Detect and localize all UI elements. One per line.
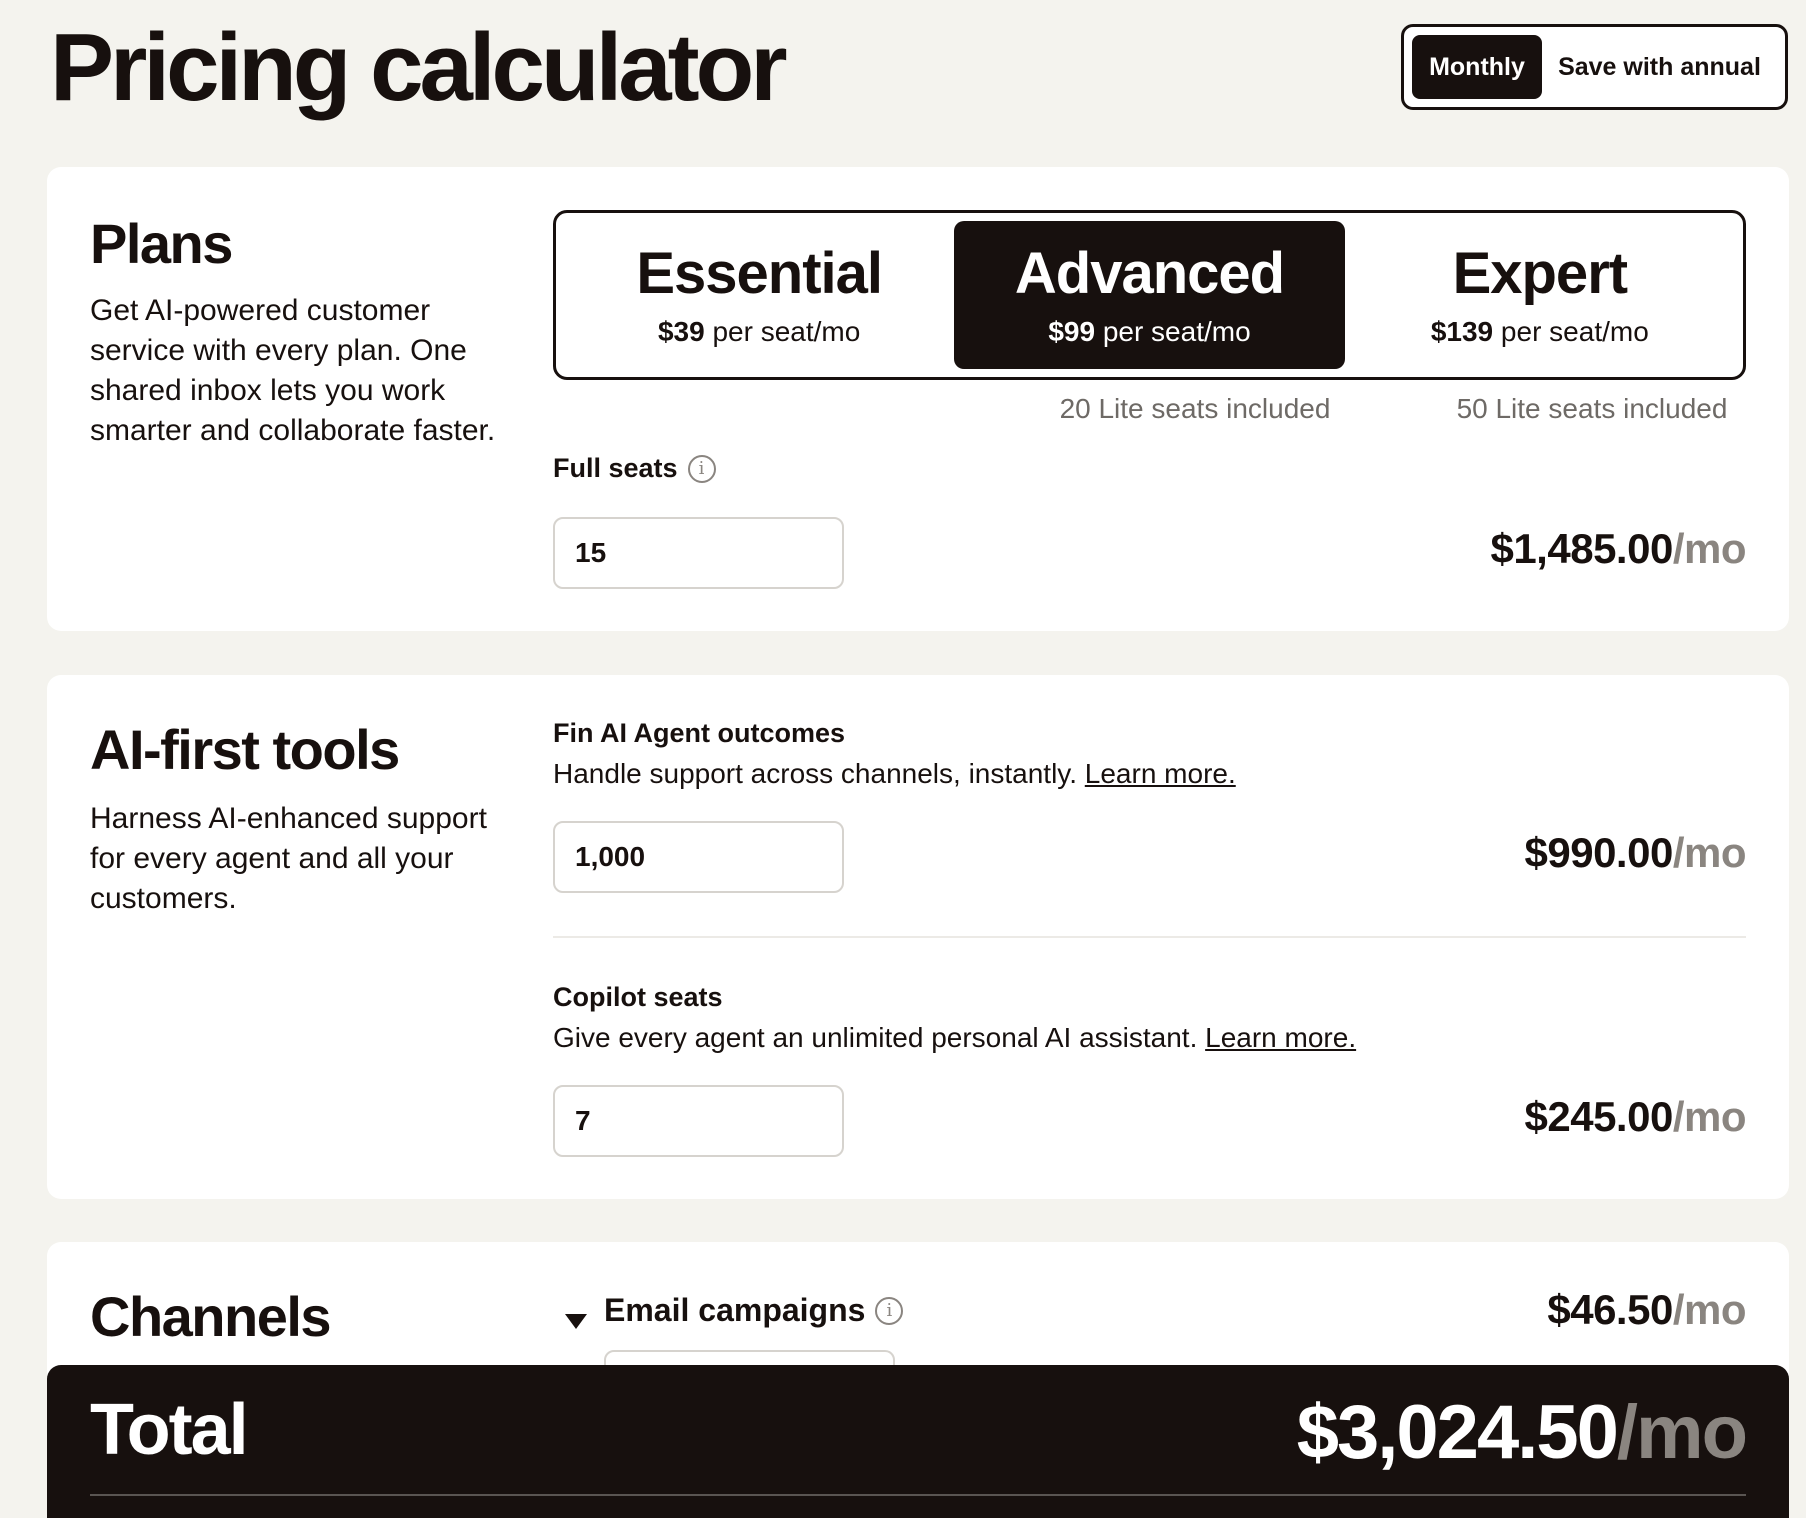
total-label: Total [90,1390,247,1470]
plans-description: Get AI-powered customer service with every plan. One shared inbox lets you work smarter and collaborate faster. [90,294,496,447]
fin-learn-more-link[interactable]: Learn more. [1084,758,1236,789]
caret-down-icon[interactable] [565,1314,587,1329]
page-title: Pricing calculator [50,14,784,121]
copilot-learn-more-link[interactable]: Learn more. [1205,1022,1357,1053]
ai-tools-title: AI-first tools [90,718,399,781]
ai-tools-card [47,675,1789,1199]
fin-outcomes-input[interactable] [553,821,844,893]
full-seats-input[interactable] [553,517,844,589]
info-icon[interactable]: i [688,455,716,483]
plan-name: Expert [1452,241,1628,306]
total-amount: $3,024.50/mo [1296,1390,1746,1475]
plan-price: $139 per seat/mo [1430,316,1649,347]
copilot-description: Give every agent an unlimited personal AI assistant. Learn more. [553,1022,1357,1053]
email-campaigns-amount: $46.50/mo [1547,1286,1746,1333]
plan-price: $99 per seat/mo [1048,316,1251,347]
divider [553,936,1746,938]
copilot-label: Copilot seats [553,982,723,1012]
plans-card [47,167,1789,631]
plan-expert[interactable] [1345,221,1735,369]
plan-essential[interactable] [564,221,954,369]
full-seats-amount: $1,485.00/mo [1490,525,1746,572]
divider [90,1494,1746,1496]
plan-name: Essential [636,241,882,306]
toggle-annual[interactable]: Save with annual [1558,52,1761,81]
plan-name: Advanced [1014,241,1285,306]
copilot-seats-input[interactable] [553,1085,844,1157]
plan-picker [553,210,1746,380]
plan-price: $39 per seat/mo [657,316,861,347]
toggle-monthly[interactable]: Monthly [1412,35,1542,99]
plans-title: Plans [90,212,232,275]
plan-advanced[interactable] [954,221,1344,369]
fin-description: Handle support across channels, instantly. Learn more. [553,758,1236,789]
copilot-amount: $245.00/mo [1524,1093,1746,1140]
info-icon[interactable]: i [875,1297,903,1325]
billing-toggle [1401,24,1788,110]
total-bar [47,1365,1789,1518]
full-seats-label: Full seats i [553,453,716,484]
fin-label: Fin AI Agent outcomes [553,718,846,748]
fin-amount: $990.00/mo [1524,829,1746,876]
email-campaigns-label[interactable]: Email campaigns i [604,1292,903,1329]
expert-lite-seats-note: 50 Lite seats included [1456,393,1728,424]
advanced-lite-seats-note: 20 Lite seats included [1059,393,1331,424]
channels-title: Channels [90,1285,331,1348]
ai-tools-description: Harness AI-enhanced support for every agent and all your customers. [90,802,487,915]
